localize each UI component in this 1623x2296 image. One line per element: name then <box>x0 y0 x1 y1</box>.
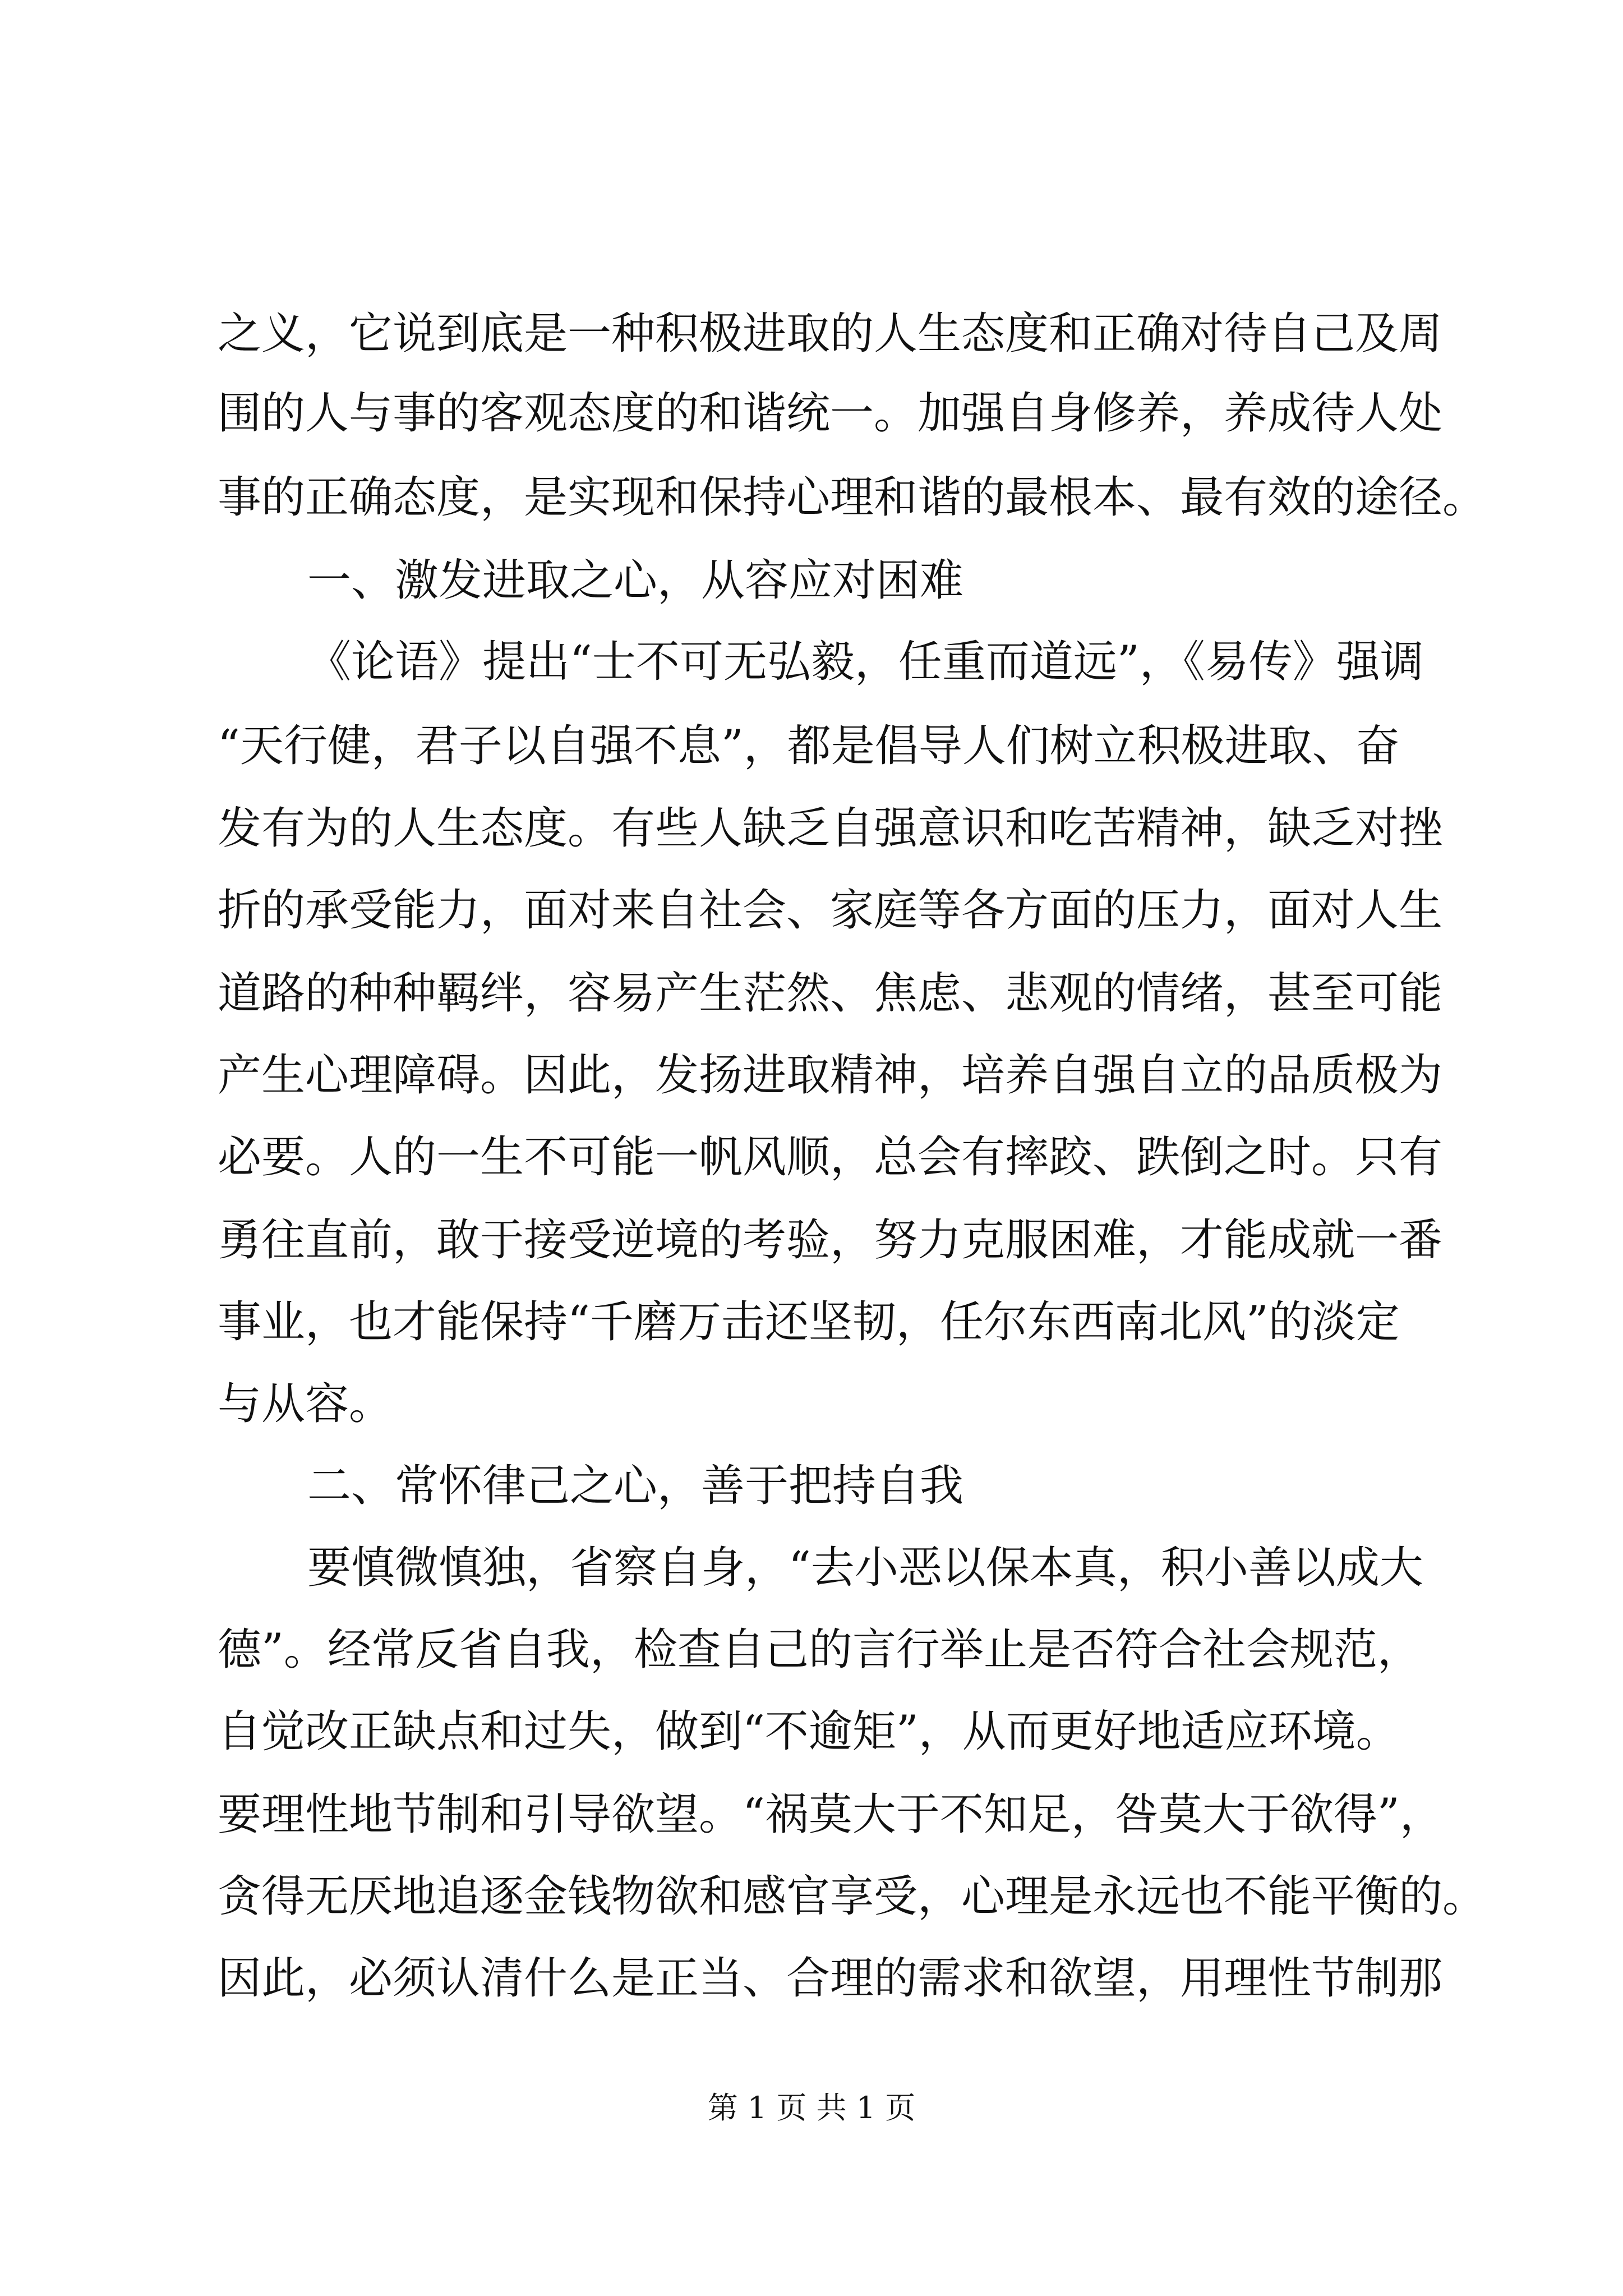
body-line-5 <box>0 620 1623 704</box>
body-line-2 <box>0 371 1623 455</box>
line-text: 发有为的人生态度。有些人缺乏自强意识和吃苦精神，缺乏对挫 <box>218 803 1443 854</box>
line-text: 产生心理障碍。因此，发扬进取精神，培养自强自立的品质极为 <box>218 1050 1443 1101</box>
line-text: 事业，也才能保持“千磨万击还坚韧，任尔东西南北风”的淡定 <box>218 1297 1400 1347</box>
body-line-9 <box>0 951 1623 1036</box>
body-line-18 <box>0 1690 1623 1774</box>
line-text: 德”。经常反省自我，检查自己的言行举止是否符合社会规范， <box>218 1625 1421 1675</box>
body-line-3 <box>0 455 1623 540</box>
line-text: 之义，它说到底是一种积极进取的人生态度和正确对待自己及周 <box>218 309 1443 359</box>
body-line-16 <box>0 1526 1623 1610</box>
line-text: 贪得无厌地追逐金钱物欲和感官享受，心理是永远也不能平衡的。 <box>218 1871 1487 1922</box>
body-line-19 <box>0 1773 1623 1857</box>
line-text: 道路的种种羁绊，容易产生茫然、焦虑、悲观的情绪，甚至可能 <box>218 968 1443 1019</box>
body-line-20 <box>0 1855 1623 1939</box>
line-text: 折的承受能力，面对来自社会、家庭等各方面的压力，面对人生 <box>218 885 1443 936</box>
line-text: 必要。人的一生不可能一帆风顺，总会有摔跤、跌倒之时。只有 <box>218 1132 1443 1182</box>
body-line-11 <box>0 1115 1623 1199</box>
heading-text: 二、常怀律己之心，善于把持自我 <box>307 1461 964 1511</box>
body-line-14 <box>0 1362 1623 1446</box>
body-line-6 <box>0 704 1623 788</box>
line-text: 因此，必须认清什么是正当、合理的需求和欲望，用理性节制那 <box>218 1953 1443 2004</box>
page-footer: 第 1 页 共 1 页 <box>707 2090 916 2125</box>
section-heading-2 <box>0 1444 1623 1528</box>
body-line-7 <box>0 786 1623 871</box>
body-line-12 <box>0 1198 1623 1282</box>
body-line-10 <box>0 1033 1623 1117</box>
section-heading-1 <box>0 539 1623 623</box>
body-line-8 <box>0 868 1623 953</box>
line-text: 勇往直前，敢于接受逆境的考验，努力克服困难，才能成就一番 <box>218 1215 1443 1266</box>
line-text: 与从容。 <box>218 1379 393 1429</box>
heading-text: 一、激发进取之心，从容应对困难 <box>307 555 964 606</box>
line-text: 要理性地节制和引导欲望。“祸莫大于不知足，咎莫大于欲得”， <box>218 1789 1444 1840</box>
body-line-1 <box>0 292 1623 376</box>
line-text: 围的人与事的客观态度的和谐统一。加强自身修养，养成待人处 <box>218 388 1443 439</box>
body-line-13 <box>0 1280 1623 1364</box>
line-text: 《论语》提出“士不可无弘毅，任重而道远”，《易传》强调 <box>307 637 1424 687</box>
line-text: 要慎微慎独，省察自身，“去小恶以保本真，积小善以成大 <box>307 1543 1423 1593</box>
body-line-17 <box>0 1608 1623 1692</box>
body-line-21 <box>0 1936 1623 2021</box>
line-text: 自觉改正缺点和过失，做到“不逾矩”，从而更好地适应环境。 <box>218 1706 1400 1757</box>
line-text: 事的正确态度，是实现和保持心理和谐的最根本、最有效的途径。 <box>218 472 1487 523</box>
line-text: “天行健，君子以自强不息”，都是倡导人们树立积极进取、奋 <box>218 721 1400 771</box>
